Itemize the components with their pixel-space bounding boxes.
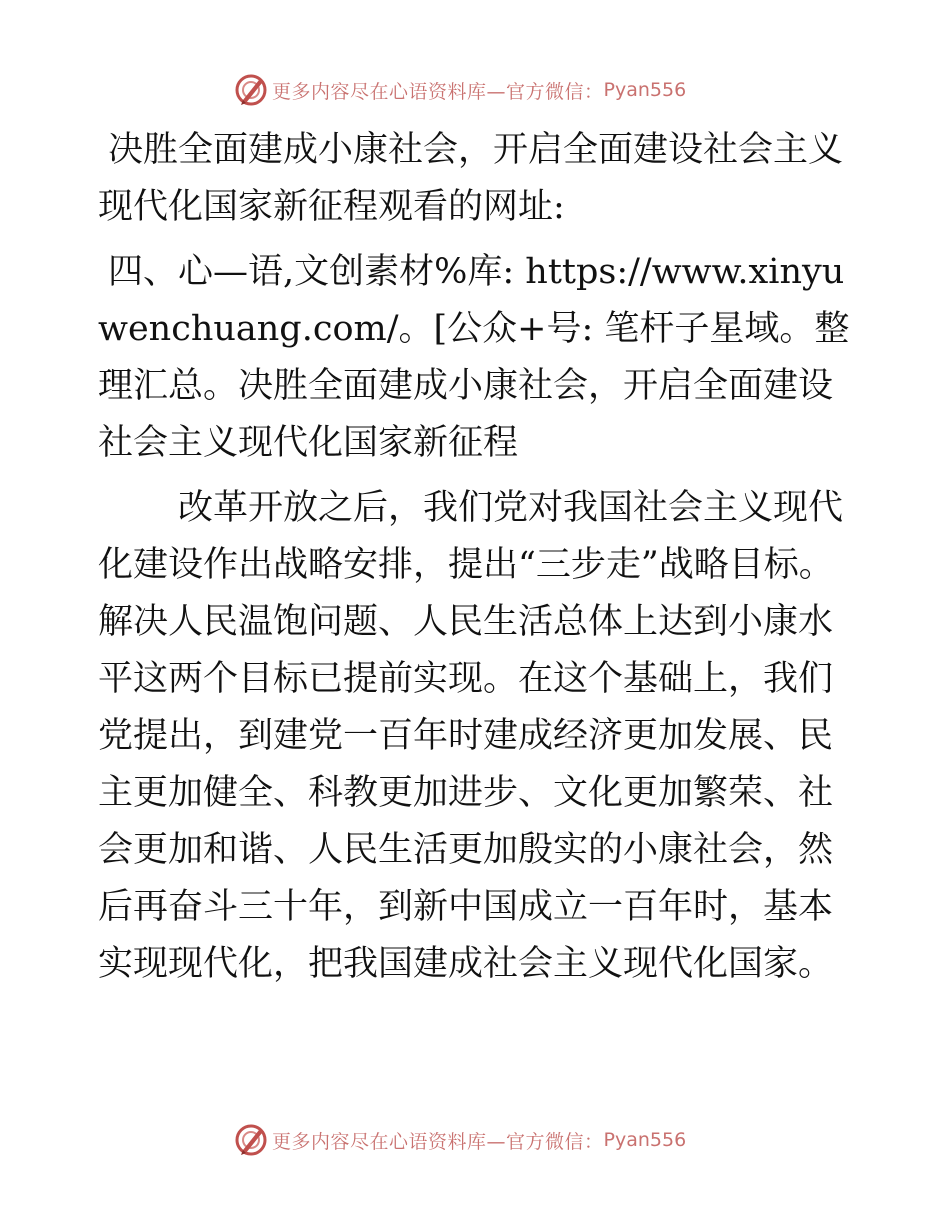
paragraph-title: 决胜全面建成小康社会，开启全面建设社会主义现代化国家新征程观看的网址: xyxy=(98,130,844,227)
footer-watermark xyxy=(234,1122,686,1158)
header-watermark-text: 更多内容尽在心语资料库—官方微信： xyxy=(272,80,604,103)
footer-watermark-text: 更多内容尽在心语资料库—官方微信： xyxy=(272,1130,604,1153)
header-watermark-account: Pyan556 xyxy=(603,79,687,101)
pen-logo-icon xyxy=(234,73,268,107)
paragraph-source: 四、心—语,文创素材%库: https://www.xinyuwenchuang.com/。[公众+号: 笔杆子星域。整理汇总。决胜全面建成小康社会，开启全面建设社会主义现代化国家新征程 xyxy=(98,252,850,463)
header-watermark xyxy=(234,72,686,108)
paragraph-body: 改革开放之后，我们党对我国社会主义现代化建设作出战略安排，提出“三步走”战略目标。解决人民温饱问题、人民生活总体上达到小康水平这两个目标已提前实现。在这个基础上，我们党提出，到建党一百年时建成经济更加发展、民主更加健全、科教更加进步、文化更加繁荣、社会更加和谐、人民生活更加殷实的小康社会，然后再奋斗三十年，到新中国成立一百年时，基本实现现代化，把我国建成社会主义现代化国家。 xyxy=(98,488,844,984)
pen-logo-icon xyxy=(234,1123,268,1157)
footer-watermark-account: Pyan556 xyxy=(603,1129,687,1151)
document-body xyxy=(98,122,858,993)
